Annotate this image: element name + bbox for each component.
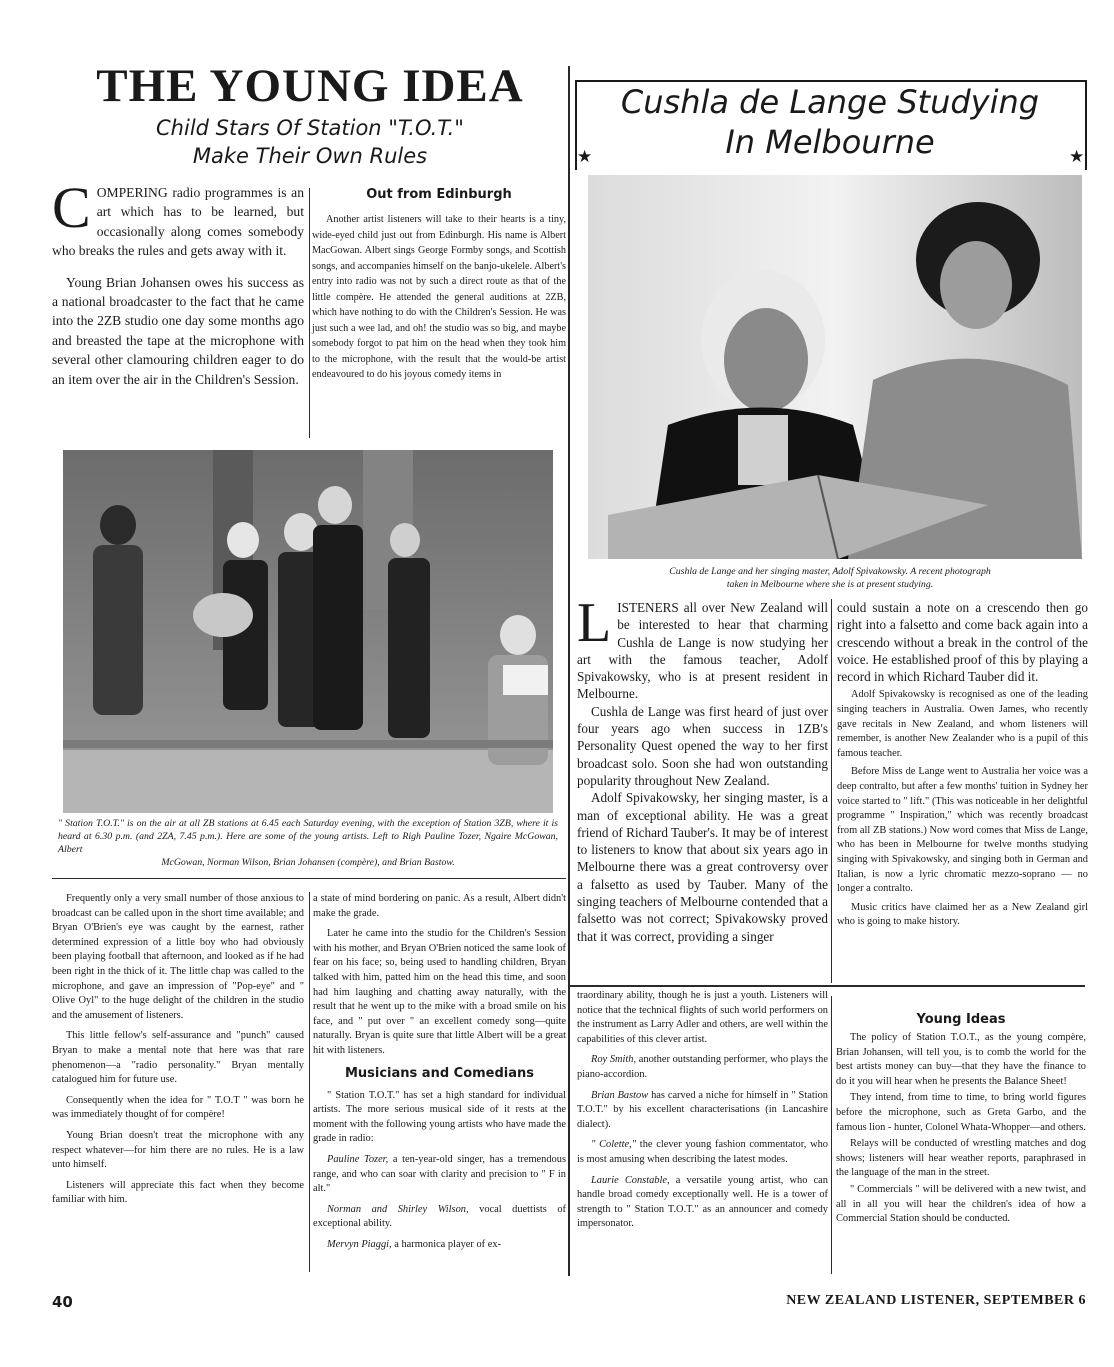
cushla-paragraph-3: Adolf Spivakowsky, her singing master, is a man of exceptional ability. He was a great friend of Richard Tauber's. It may be of interest to listeners to know that about six years ago in Melbourne there was a great controversy over a falsetto as used by Tauber. Many of the singing teachers of Melbourne contended that a falsetto was not correct; Spivakowsky proved that it was correct, providing a singer [577, 790, 828, 944]
cushla-small-paragraph: Adolf Spivakowsky is recognised as one of the leading singing teachers in Australia. Owen James, who recently gave recitals in New Zealand, and whom listeners will remember, is another New Zealander who is a pupil of this famous teacher. [837, 689, 1088, 759]
lower-col1-paragraph: Frequently only a very small number of those anxious to broadcast can be called upon in the short time available; and Bryan O'Brien's eye was caught by the earnest, rather determined expression of a little boy who had obviously been playing football that afternoon, and looked as if he had been right in the thick of it. The little chap was called to the microphone, and gave an impression of "Pop-eye" and " Olive Oyl" to the huge delight of the children in the studio and the amusement of listeners. [52, 893, 304, 1021]
cushla-column-2 [837, 599, 1088, 936]
tot-caption-line-1: " Station T.O.T." is on the air at all ZB stations at 6.45 each Saturday evening, with the exception of Station 3ZB, where it is heard at 6.30 p.m. (and 2ZA, 7.45 p.m.). Here are some of the young artists. Left to Righ Pauline Tozer, Ngaire McGowan, Albert [58, 818, 558, 855]
lower-col3-paragraph: traordinary ability, though he is just a youth. Listeners will notice that the technical flights of such world performers on the instrument as Larry Adler and others, are well within the capabilities of this clever artist. [577, 990, 828, 1045]
lower-col1-paragraph: Young Brian doesn't treat the microphone with any respect whatever—for him there are no rules. He is a law unto himself. [52, 1129, 304, 1171]
column-rule [309, 188, 310, 438]
subtitle-line-1: Child Stars Of Station "T.O.T." [156, 116, 464, 140]
intro-column [52, 175, 304, 389]
cushla-small-paragraph: Before Miss de Lange went to Australia her voice was a deep contralto, but after a few months' tuition in Sydney her voice started to " lift." (This was noticeable in her delightful programme " Inspiration," which was recently broadcast from all ZB stations.) Now word comes that Miss de Lange, who has been in Melbourne for twelve months studying singing with Spivakowsky, and singing both in German and Italian, is now a lyric chromatic mezzo-soprano — no longer a contralto. [837, 766, 1088, 895]
artist-name: Brian Bastow [591, 1089, 649, 1101]
artist-description: another outstanding performer, who plays the piano-accordion. [577, 1054, 828, 1080]
intro-paragraph-1 [52, 175, 304, 261]
star-icon: ★ [1069, 147, 1085, 166]
artist-entry [577, 1174, 828, 1232]
cushla-column-1 [577, 592, 828, 945]
artist-name: Pauline Tozer, [327, 1153, 389, 1165]
section-divider [52, 878, 566, 879]
cushla-paragraph-4: could sustain a note on a crescendo then go right into a falsetto and come back again into a crescendo without a break in the control of the voice. He established proof of this by playing a record in which Richard Tauber did it. [837, 600, 1088, 685]
artist-entry [313, 1153, 566, 1197]
intro-paragraph-2: Young Brian Johansen owes his success as a national broadcaster to the fact that he came into the 2ZB studio one day some months ago and breasted the tape at the microphone with several other clamouring children eager to do an item over the air in the Children's Session. [52, 274, 304, 387]
cushla-caption-line-2: taken in Melbourne where she is at present studying. [726, 579, 934, 590]
cushla-small-paragraph: Music critics have claimed her as a New Zealand girl who is going to make history. [837, 901, 1088, 928]
subtitle [60, 114, 560, 170]
tot-photo-illustration [63, 450, 553, 813]
young-ideas-paragraph: " Commercials " will be delivered with a new twist, and all in all you will hear the children's idea of how a Commercial Station should be conducted. [836, 1183, 1086, 1225]
artist-name: Norman and Shirley Wilson, [327, 1203, 469, 1215]
section-divider [570, 985, 1085, 987]
lower-col1-paragraph: Listeners will appreciate this fact when they become familiar with him. [52, 1179, 304, 1206]
page-number: 40 [52, 1293, 73, 1311]
cushla-caption-line-1: Cushla de Lange and her singing master, Adolf Spivakowsky. A recent photograph [669, 566, 991, 577]
lower-col2-paragraph: " Station T.O.T." has set a high standard for individual artists. The more serious musical side of it rests at the moment with the following young artists who have made the grade in radio: [313, 1089, 566, 1145]
lower-col1-paragraph: This little fellow's self-assurance and "punch" caused Bryan to make a mental note that here was that rare phenomenon—a "radio personality." Bryan mentally catalogued him for future use. [52, 1030, 304, 1086]
edinburgh-text: Another artist listeners will take to their hearts is a tiny, wide-eyed child just out from Edinburgh. His name is Albert MacGowan. Albert sings George Formby songs, and Scottish songs, and accompanies himself on the banjo-ukelele. Albert's entry into radio was not by such a direct route as that of the little compère. He attended the general auditions at 2ZB, which have nothing to do with the Children's Session. He was just such a wee lad, and oh! the studio was so big, and maybe somebody forgot to pat him on the head when they took him to the microphone, with the result that the would-be artist endeavoured to do his joyous comedy items in [312, 214, 566, 380]
edinburgh-column [312, 186, 566, 383]
artist-name: " Colette," [591, 1139, 637, 1151]
publication-footer: NEW ZEALAND LISTENER, SEPTEMBER 6 [786, 1293, 1086, 1308]
artist-entry [313, 1238, 566, 1253]
artist-entry [577, 1089, 828, 1133]
cushla-headline-line-2: In Melbourne [725, 123, 935, 161]
artist-entry [577, 1053, 828, 1082]
cushla-photo-illustration [588, 175, 1082, 559]
lower-column-1 [52, 892, 304, 1214]
cushla-paragraph-2: Cushla de Lange was first heard of just over four years ago when success in 1ZB's Personality Quest opened the way to her first broadcast solo. Soon she had won outstanding popularity throughout New Zealand. [577, 703, 828, 788]
cushla-headline-line-1: Cushla de Lange Studying [620, 83, 1040, 121]
young-ideas-paragraph: The policy of Station T.O.T., as the young compère, Brian Johansen, will tell you, is to comb the world for the best artists money can buy—that they have the finance to do it you will hear when he presents the Balance Sheet! [836, 1032, 1086, 1087]
artist-name: Mervyn Piaggi, [327, 1238, 392, 1250]
lower-col1-paragraph: Consequently when the idea for " T.O.T " was born he was immediately thought of for compère! [52, 1094, 304, 1121]
artist-entry [313, 1203, 566, 1232]
cushla-photo-caption [577, 565, 1083, 591]
young-ideas-paragraph: Relays will be conducted of wrestling matches and dog shows; listeners will hear weather reports, paraphrased in the language of the man in the street. [836, 1138, 1086, 1179]
column-rule [309, 892, 310, 1272]
lower-column-2 [313, 892, 566, 1258]
tot-photo-caption [58, 817, 558, 869]
young-ideas-heading: Young Ideas [916, 1012, 1006, 1027]
musicians-heading: Musicians and Comedians [344, 1065, 535, 1081]
drop-cap: L [577, 592, 612, 654]
intro-text-1: OMPERING radio programmes is an art which has to be learned, but occasionally along comes somebody who breaks the rules and gets away with it. [52, 185, 304, 259]
tot-group-photo [63, 450, 553, 813]
cushla-headline [585, 82, 1075, 162]
edinburgh-heading: Out from Edinburgh [366, 187, 512, 202]
cushla-paragraph-1 [577, 592, 828, 703]
column-rule [831, 996, 832, 1274]
artist-description: the clever young fashion commentator, who is most amusing when describing the latest modes. [577, 1139, 828, 1165]
artist-name: Roy Smith, [591, 1054, 637, 1066]
center-column-rule [568, 66, 570, 1276]
artist-description: a versatile young artist, who can handle broad comedy exceptionally well. He is a tower of strength to " Station T.O.T." as an announcer and comedy impersonator. [577, 1174, 828, 1230]
lower-column-4 [836, 1011, 1086, 1233]
artist-entry [577, 1138, 828, 1167]
subtitle-line-2: Make Their Own Rules [192, 144, 428, 168]
lower-col2-paragraph: a state of mind bordering on panic. As a result, Albert didn't make the grade. [313, 893, 566, 919]
young-ideas-paragraph: They intend, from time to time, to bring world figures before the microphone, such as Greta Garbo, and the famous lion - hunter, Colonel Whata-Whopper—and others. [836, 1092, 1086, 1133]
cushla-text-1: ISTENERS all over New Zealand will be interested to hear that charming Cushla de Lange is now studying her art with the famous teacher, Adolf Spivakowsky, who is at present resident in Melbourne. [577, 600, 828, 702]
lower-col2-paragraph: Later he came into the studio for the Children's Session with his mother, and Bryan O'Brien noticed the same look of fear on his face; so, being used to handling children, Bryan talked with him, patted him on the head this time, and soon had him laughing and chatting away naturally, with the result that he went up to the mike with a broad smile on his face, and " put over " an excellent comedy song—quite naturally. Bryan is quite sure that little Albert will be a great hit with listeners. [313, 928, 566, 1056]
artist-description: has carved a niche for himself in " Station T.O.T." by his excellent characterisations (in Lancashire dialect). [577, 1089, 828, 1130]
artist-description: a ten-year-old singer, has a tremendous range, and who can soar with clarity and precision to " F in alt." [313, 1153, 566, 1195]
page-title: THE YOUNG IDEA [96, 60, 524, 112]
artist-description: a harmonica player of ex- [391, 1238, 501, 1250]
cushla-photo [588, 175, 1082, 559]
star-icon: ★ [577, 147, 593, 166]
drop-cap: C [52, 175, 91, 240]
artist-name: Laurie Constable, [591, 1174, 670, 1186]
lower-column-3 [577, 989, 828, 1238]
artist-description: vocal duettists of exceptional ability. [313, 1203, 567, 1230]
column-rule [831, 599, 832, 983]
tot-caption-line-2: McGowan, Norman Wilson, Brian Johansen (compère), and Brian Bastow. [161, 857, 455, 868]
